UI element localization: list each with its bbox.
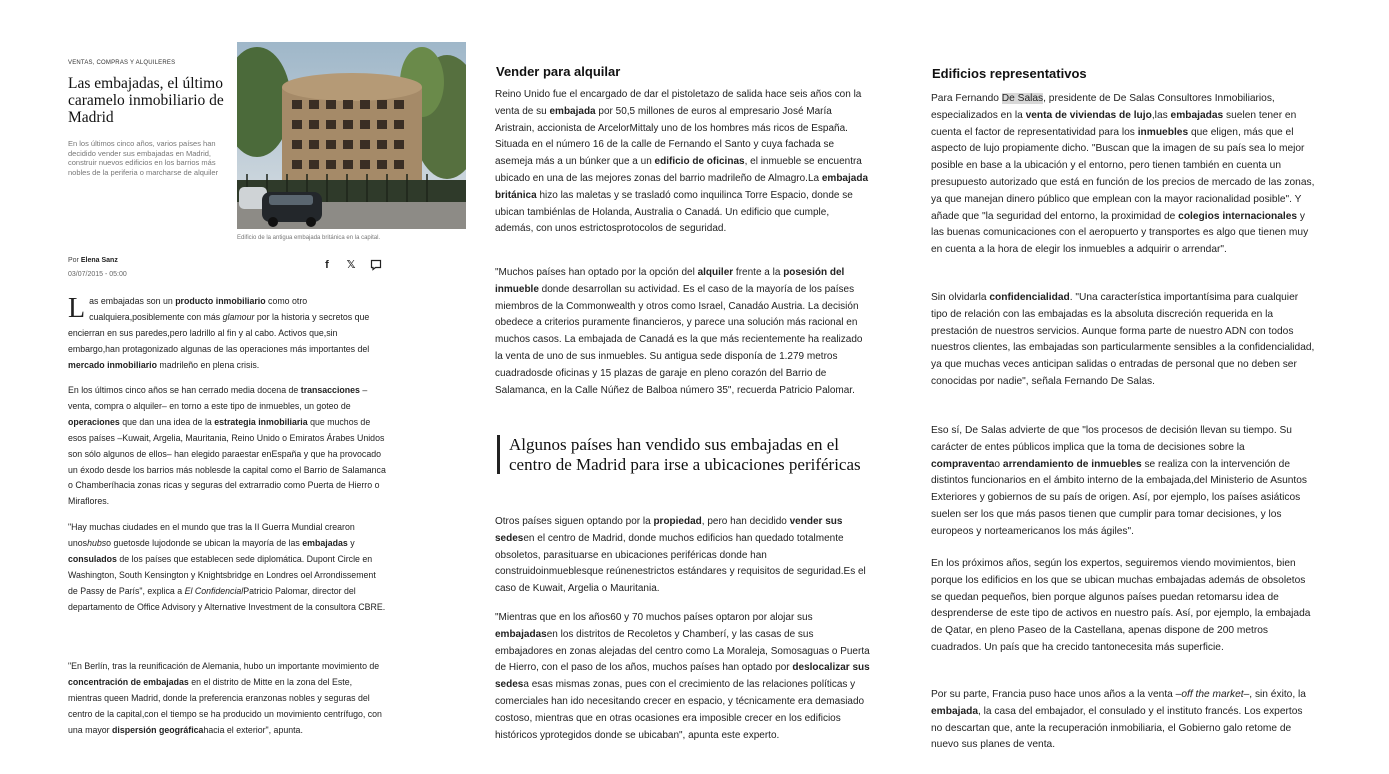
text: , el inmueble se encuentra ubicado en una de las mejores zonas del barrio madrileño de Almagro.La: [495, 156, 862, 184]
text: por la historia y secretos que encierran en sus paredes,pero ladrillo al fin y al cabo. Activos que,sin embargo,han protagonizado algunas de las operaciones más importantes del: [68, 311, 370, 354]
photo-caption: Edificio de la antigua embajada británica en la capital.: [237, 235, 381, 241]
text: , presidente de De Salas Consultores Inmobiliarios, especializados en la: [931, 93, 1275, 121]
bold-text: embajadas: [495, 628, 547, 640]
author-link[interactable]: Elena Sanz: [80, 257, 118, 264]
bold-text: colegios internacionales: [1178, 210, 1298, 222]
italic-text[interactable]: El Confidencial: [184, 585, 244, 596]
text: Sin olvidarla: [931, 292, 990, 303]
bold-text: venta de viviendas de lujo: [1025, 109, 1152, 121]
text: – venta, compra o alquiler– en torno a este tipo de inmuebles, un goteo de: [68, 385, 368, 411]
bold-text: embajadas: [302, 537, 348, 548]
text: hacia el exterior", apunta.: [203, 724, 303, 735]
byline: [68, 257, 118, 264]
text: En los próximos años, según los expertos, seguiremos viendo movimientos, bien porque los edificios en los que se ubican muchas embajadas además de obsoletos se quedan pequeños, bien porque algunos países puedan retomarsu idea de desprenderse de este tipo de activos en nuestro país. Así, por ejemplo, la embajada de Qatar, en pleno Paseo de la Castellana, apenas dispone de 200 metros cuadrados. Un país que ha crecido tantonecesita más superficie.: [931, 558, 1311, 653]
bold-text: concentración de embajadas: [68, 676, 189, 687]
bold-text: embajada: [931, 705, 978, 717]
italic-text: glamour: [222, 311, 255, 322]
col2-paragraph-1: [495, 87, 870, 238]
text: "Hay muchas ciudades en el mundo que tras la II Guerra Mundial crearon unos: [68, 522, 355, 548]
text: y: [347, 537, 355, 548]
bold-text: confidencialidad: [989, 292, 1070, 303]
bold-text: arrendamiento de inmuebles: [1002, 458, 1142, 470]
text: Eso sí, De Salas advierte de que "los procesos de decisión llevan su tiempo. Su carácter de entes públicos implica que la toma de decisiones sobre la: [931, 425, 1292, 453]
col1-paragraph-1: [68, 294, 386, 374]
bold-text: vender sus sedes: [495, 516, 843, 544]
bold-text: embajada británica: [495, 172, 869, 201]
comment-icon[interactable]: [369, 258, 383, 272]
col3-paragraph-4: [931, 556, 1316, 657]
dropcap: L: [68, 293, 86, 324]
col3-paragraph-5: [931, 687, 1316, 754]
bold-text: edificio de oficinas: [654, 156, 745, 168]
bold-text: estrategia inmobiliaria: [214, 416, 308, 427]
text: de los países que establecen sede diplomática. Dupont Circle en Washington, South Kensington y Knightsbridge en Londres oel Arrondissement de Passy de París", explica a: [68, 553, 376, 596]
bold-text: posesión del inmueble: [495, 267, 845, 295]
text: y las buenas comunicaciones con el aeropuerto y transportes es algo que tienen muy en cuenta a la hora de elegir los inmuebles a adquirir o arrendar".: [931, 210, 1309, 256]
col1-paragraph-3: [68, 520, 386, 615]
bold-text: consulados: [68, 553, 117, 564]
x-icon[interactable]: 𝕏: [346, 259, 356, 271]
text: Para Fernando: [931, 93, 1002, 104]
article-subtitle: En los últimos cinco años, varios países han decidido vender sus embajadas en Madrid, construir nuevos edificios en los barrios más nobles de la periferia o marcharse de alquiler: [68, 139, 219, 177]
text: madrileño en plena crisis.: [156, 359, 260, 370]
text: se realiza con la intervención de distintos funcionarios en el ámbito interno de la embajada,del Ministerio de Asuntos Exteriores y gobiernos de su país de origen. Así, por ejemplo, los países asiáticos suelen ser los que más pasos tienen que cumplir para tomar decisiones, y los europeos y norteamericanos los más ágiles".: [931, 458, 1308, 537]
text: "En Berlín, tras la reunificación de Alemania, hubo un importante movimiento de: [68, 661, 380, 671]
bold-text: transacciones: [300, 385, 360, 395]
publish-date: 03/07/2015 - 05:00: [68, 271, 127, 278]
bold-text: embajadas: [1170, 109, 1224, 121]
section-tag[interactable]: VENTAS, COMPRAS Y ALQUILERES: [68, 60, 176, 66]
text: frente a la: [733, 267, 784, 278]
text: como otro cualquiera,posiblemente con más: [89, 296, 308, 322]
bold-text: inmuebles: [1137, 126, 1189, 138]
italic-text: hubs: [87, 537, 107, 548]
text: suelen tener en cuenta el factor de representatividad para los: [931, 109, 1297, 138]
col2-paragraph-3: [495, 514, 870, 598]
text: Por su parte, Francia puso hace unos años a la venta –: [931, 689, 1182, 700]
col3-paragraph-1: [931, 91, 1316, 259]
section-heading: Vender para alquilar: [496, 64, 621, 79]
text: . "Una característica importantísima para cualquier tipo de relación con las embajadas es la absoluta discreción requerida en la prestación de nuestros servicios. Aunque forma parte de nuestro ADN con todos nuestros clientes, las embajadas son particularmente sensibles a la confidencialidad, ya que muchas veces anticipan salidas o entradas de personal que no deben ser conocidas por nadie", señala Fernando De Salas.: [931, 292, 1315, 387]
text: as embajadas son un: [89, 296, 176, 306]
bold-text: propiedad: [653, 516, 702, 527]
pull-quote: Algunos países han vendido sus embajadas en el centro de Madrid para irse a ubicaciones periféricas: [497, 435, 884, 474]
text: Otros países siguen optando por la: [495, 516, 654, 527]
text: que eligen, más que el aspecto de lujo propiamente dicho. "Buscan que la imagen de su país sea lo mejor posible en base a la ubicación y el entorno, pero tienen también en cuenta un presupuesto autorizado que está en función de los precios de mercado de las zonas, ya que manejan dinero público que emplean con la mayor racionalidad posible". Y añade que "la seguridad del entorno, la proximidad de: [931, 126, 1315, 222]
col3-paragraph-2: [931, 290, 1316, 391]
facebook-icon[interactable]: f: [325, 259, 329, 271]
bold-text: dispersión geográfica: [112, 724, 204, 735]
italic-text: off the market: [1181, 689, 1244, 700]
article-title: Las embajadas, el último caramelo inmobiliario de Madrid: [68, 75, 224, 126]
bold-text: compraventa: [931, 458, 995, 470]
text: en los distritos de Recoletos y Chamberí, y las casas de sus embajadores en zonas alejadas del centro como La Moraleja, Somosaguas o Puerta de Hierro, con el paso de los años, muchos países han optado por: [495, 628, 870, 674]
text: o guetosde lujodonde se ubican la mayoría de las: [106, 537, 303, 548]
col2-paragraph-4: [495, 610, 870, 744]
text: Patricio Palomar, director del departamento de Office Advisory y Alternative Investment de la consultora CBRE.: [68, 585, 386, 612]
bold-text: embajada: [549, 105, 596, 117]
col3-paragraph-3: [931, 423, 1316, 541]
bold-text: mercado inmobiliario: [68, 359, 157, 370]
text: que muchos de esos países –Kuwait, Argelia, Mauritania, Reino Unido o Emiratos Árabes Unidos son sólo algunos de ellos– han elegido paraestar enEspaña y que ha provocado un éxodo desde los barrios más noblesde la capital como el Barrio de Salamanca o Chamberíhacia zonas ricas y seguras del extrarradio como Puerta de Hierro o Miraflores.: [68, 416, 386, 507]
text: "Muchos países han optado por la opción del: [495, 267, 698, 278]
bold-text: alquiler: [697, 267, 734, 278]
byline-prefix: Por: [68, 257, 79, 264]
text: en el centro de Madrid, donde muchos edificios han quedado totalmente obsoletos, parasituarse en ubicaciones periféricas donde han construidoinmueblesque reúnenestrictos estándares y requisitos de seguridad.Es el caso de Kuwait, Argelia o Mauritania.: [495, 532, 866, 595]
bold-text: deslocalizar sus sedes: [495, 662, 870, 691]
text: En los últimos cinco años se han cerrado media docena de: [68, 385, 301, 395]
col1-paragraph-4: [68, 659, 386, 739]
text: ,las: [1151, 109, 1171, 121]
text: Reino Unido fue el encargado de dar el pistoletazo de salida hace seis años con la venta de su: [495, 89, 862, 117]
bold-text: operaciones: [68, 416, 120, 427]
text: en el distrito de Mitte en la zona del Este, mientras queen Madrid, donde la preferencia eranzonas nobles y seguras del centro de la capital,con el tiempo se ha producido un movimiento centrífugo, con una mayor: [68, 676, 382, 735]
col1-paragraph-2: [68, 383, 386, 510]
embassy-photo: [237, 42, 466, 229]
text: hizo las maletas y se trasladó como inquilinca Torre Espacio, donde se ubican tambiénlas de Holanda, Australia o Canadá. Un edificio que cumple, además, con unos estrictosprotocolos de seguridad.: [495, 189, 853, 235]
text: "Mientras que en los años60 y 70 muchos países optaron por alojar sus: [495, 612, 813, 623]
col2-paragraph-2: [495, 265, 870, 399]
text: o: [994, 458, 1003, 470]
text: donde desarrollan su actividad. Es el caso de la mayoría de los países miembros de la Commonwealth y otros como Israel, Canadáo Austria. La decisión obedece a criterios puramente financieros, y parece una solución más racional en muchos casos. La embajada de Canadá es la que más recientemente ha realizado la venta de uno de sus inmuebles. Su antigua sede disponía de 1.279 metros cuadradosde oficinas y 15 plazas de garaje en pleno corazón del Barrio de Salamanca, en la Calle Núñez de Balboa número 35", recuerda Patricio Palomar.: [495, 283, 863, 396]
text: que dan una idea de la: [119, 416, 215, 427]
text: a esas mismas zonas, pues con el crecimiento de las relaciones políticas y comerciales han ido necesitando crecer en espacio, y técnicamente era demasiado costoso, mientras que en otras ocasiones era imposible crecer en los edificios históricos yprotegidos donde se ubicaban", apunta este experto.: [495, 679, 865, 741]
text: –, sin éxito, la: [1243, 689, 1306, 700]
section-heading: Edificios representativos: [932, 66, 1087, 81]
bold-text: producto inmobiliario: [175, 296, 266, 306]
highlighted-text: De Salas: [1001, 93, 1044, 104]
text: , la casa del embajador, el consulado y el instituto francés. Los expertos no descartan que, ante la recuperación inmobiliaria, el Gobierno galo retome de nuevo sus planes de venta.: [931, 705, 1303, 751]
text: por 50,5 millones de euros al empresario José María Aristrain, accionista de ArcelorMittaly uno de los hombres más ricos de España. Situada en el número 16 de la calle de Fernando el Santo y cuya fachada se asemeja más a un búnker que a un: [495, 105, 848, 168]
text: , pero han decidido: [701, 516, 790, 527]
